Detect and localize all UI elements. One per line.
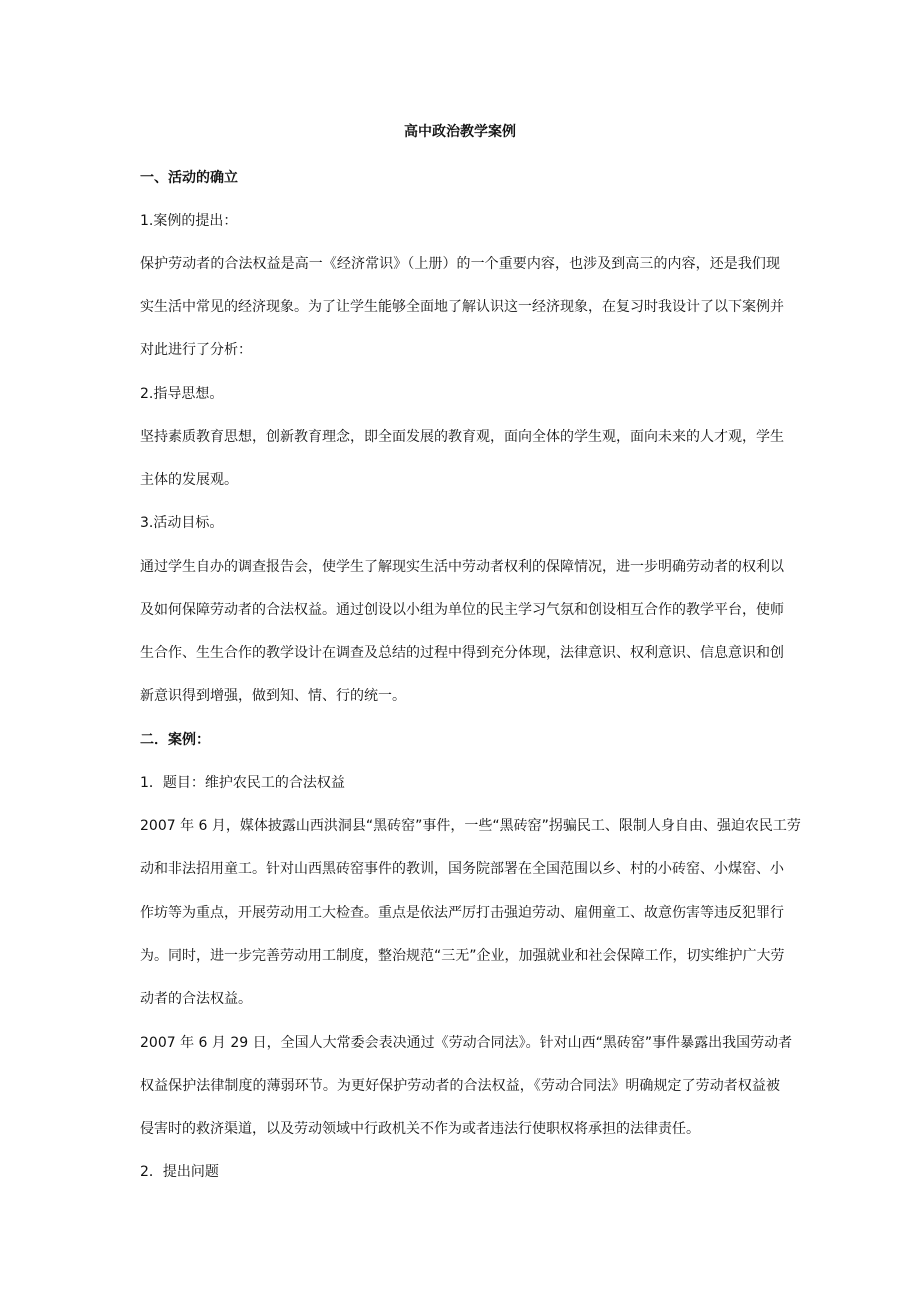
paragraph-line: 动者的合法权益。 [140, 991, 252, 1007]
paragraph-line: 对此进行了分析： [140, 342, 252, 358]
item-label-case-origin: 1.案例的提出： [140, 213, 238, 229]
paragraph-line: 生合作、生生合作的教学设计在调查及总结的过程中得到充分体现，法律意识、权利意识、信息意识和创 [140, 645, 784, 661]
paragraph-line: 坚持素质教育思想，创新教育理念，即全面发展的教育观，面向全体的学生观，面向未来的人才观，学生 [140, 429, 784, 445]
paragraph-line: 2007 年 6 月，媒体披露山西洪洞县“黑砖窑”事件，一些“黑砖窑”拐骗民工、限制人身自由、强迫农民工劳 [140, 818, 801, 834]
section-heading-activity: 一、活动的确立 [140, 170, 238, 186]
paragraph-line: 新意识得到增强，做到知、情、行的统一。 [140, 688, 406, 704]
paragraph-line: 侵害时的救济渠道，以及劳动领域中行政机关不作为或者违法行使职权将承担的法律责任。 [140, 1121, 700, 1137]
section-heading-case: 二．案例： [140, 732, 210, 748]
paragraph-line: 权益保护法律制度的薄弱环节。为更好保护劳动者的合法权益，《劳动合同法》明确规定了劳动者权益被 [140, 1078, 780, 1094]
paragraph-line: 实生活中常见的经济现象。为了让学生能够全面地了解认识这一经济现象，在复习时我设计了以下案例并 [140, 299, 784, 315]
document-title: 高中政治教学案例 [404, 124, 516, 140]
paragraph-line: 2007 年 6 月 29 日，全国人大常委会表决通过《劳动合同法》。针对山西“黑砖窑”事件暴露出我国劳动者 [140, 1035, 793, 1051]
paragraph-line: 通过学生自办的调查报告会，使学生了解现实生活中劳动者权利的保障情况，进一步明确劳动者的权利以 [140, 559, 784, 575]
item-label-activity-goal: 3.活动目标。 [140, 515, 224, 531]
paragraph-line: 及如何保障劳动者的合法权益。通过创设以小组为单位的民主学习气氛和创设相互合作的教学平台，使师 [140, 602, 784, 618]
paragraph-line: 动和非法招用童工。针对山西黑砖窑事件的教训，国务院部署在全国范围以乡、村的小砖窑、小煤窑、小 [140, 861, 784, 877]
item-label-topic: 1．题目：维护农民工的合法权益 [140, 775, 345, 791]
item-label-guiding-idea: 2.指导思想。 [140, 386, 224, 402]
paragraph-line: 保护劳动者的合法权益是高一《经济常识》（上册）的一个重要内容，也涉及到高三的内容，还是我们现 [140, 256, 780, 272]
paragraph-line: 为。同时，进一步完善劳动用工制度，整治规范“三无”企业，加强就业和社会保障工作，切实维护广大劳 [140, 948, 785, 964]
paragraph-line: 作坊等为重点，开展劳动用工大检查。重点是依法严厉打击强迫劳动、雇佣童工、故意伤害等违反犯罪行 [140, 905, 784, 921]
paragraph-line: 主体的发展观。 [140, 472, 238, 488]
item-label-questions: 2．提出问题 [140, 1164, 219, 1180]
